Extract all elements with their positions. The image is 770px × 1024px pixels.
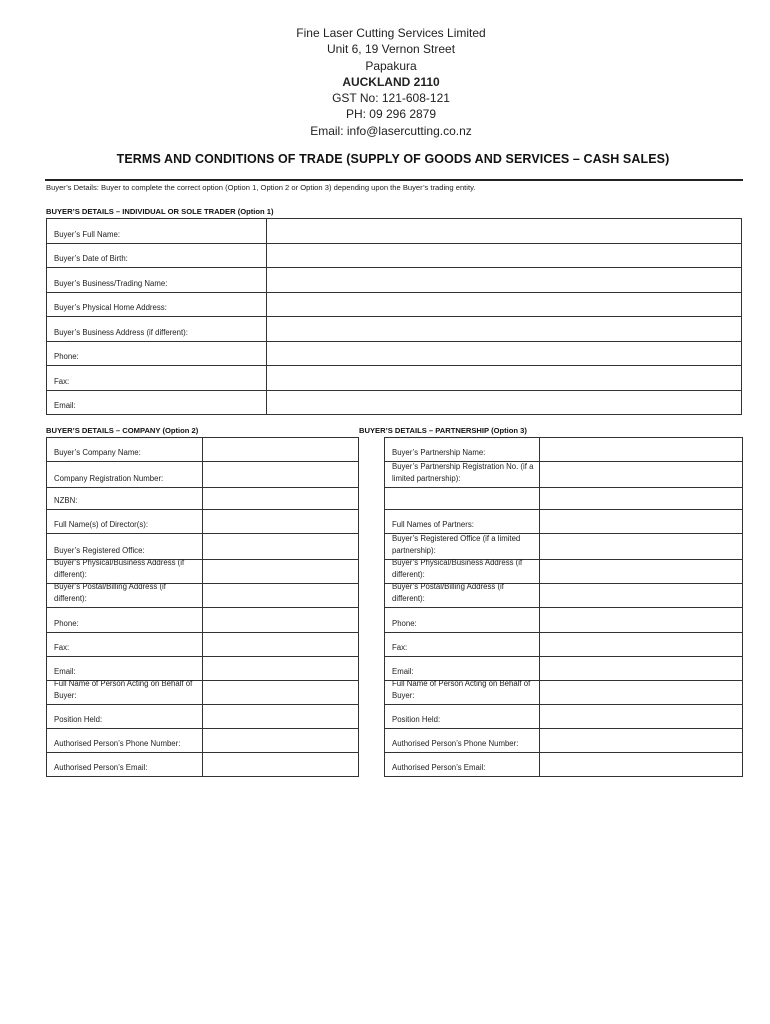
option2-label-cell bbox=[46, 752, 203, 777]
option2-input-cell[interactable] bbox=[202, 487, 359, 510]
field-label: Authorised Person’s Phone Number: bbox=[392, 739, 519, 748]
option2-label-cell bbox=[46, 632, 203, 657]
company-name: Fine Laser Cutting Services Limited bbox=[296, 26, 486, 40]
option1-label-cell bbox=[46, 243, 267, 268]
option3-input-cell[interactable] bbox=[539, 559, 743, 584]
option1-input-cell[interactable] bbox=[266, 365, 742, 391]
field-label: Buyer’s Postal/Billing Address (if different): bbox=[392, 582, 504, 603]
option3-input-cell[interactable] bbox=[539, 533, 743, 560]
option2-input-cell[interactable] bbox=[202, 461, 359, 488]
field-label: Phone: bbox=[392, 619, 417, 628]
option3-input-cell[interactable] bbox=[539, 509, 743, 534]
field-label: Buyer’s Physical Home Address: bbox=[54, 303, 167, 312]
field-label: Phone: bbox=[54, 352, 79, 361]
option3-label-cell bbox=[384, 533, 540, 560]
company-gst: GST No: 121-608-121 bbox=[332, 91, 450, 106]
option2-input-cell[interactable] bbox=[202, 632, 359, 657]
option2-input-cell[interactable] bbox=[202, 752, 359, 777]
intro-text: Buyer’s Details: Buyer to complete the correct option (Option 1, Option 2 or Option 3) depending upon the Buyer’s trading entity. bbox=[46, 183, 476, 192]
option3-input-cell[interactable] bbox=[539, 632, 743, 657]
option3-label-cell bbox=[384, 583, 540, 608]
option2-label-cell bbox=[46, 728, 203, 753]
option3-input-cell[interactable] bbox=[539, 437, 743, 462]
field-label: Fax: bbox=[54, 377, 70, 386]
option3-input-cell[interactable] bbox=[539, 461, 743, 488]
option2-input-cell[interactable] bbox=[202, 559, 359, 584]
title-divider bbox=[45, 179, 743, 181]
field-label: Authorised Person’s Phone Number: bbox=[54, 739, 181, 748]
option3-label-cell bbox=[384, 632, 540, 657]
option2-input-cell[interactable] bbox=[202, 437, 359, 462]
option3-label-cell bbox=[384, 728, 540, 753]
field-label: Fax: bbox=[54, 643, 70, 652]
company-header bbox=[0, 25, 770, 139]
option2-input-cell[interactable] bbox=[202, 656, 359, 681]
option3-label-cell bbox=[384, 437, 540, 462]
option3-label-cell bbox=[384, 607, 540, 633]
option1-heading: BUYER’S DETAILS – INDIVIDUAL OR SOLE TRADER (Option 1) bbox=[46, 207, 274, 216]
field-label: Buyer’s Company Name: bbox=[54, 448, 141, 457]
field-label: Position Held: bbox=[392, 715, 441, 724]
field-label: Buyer’s Registered Office (if a limited partnership): bbox=[392, 534, 521, 555]
field-label: Authorised Person’s Email: bbox=[392, 763, 486, 772]
field-label: Email: bbox=[392, 667, 414, 676]
option3-input-cell[interactable] bbox=[539, 680, 743, 705]
field-label: Buyer’s Business/Trading Name: bbox=[54, 279, 168, 288]
option1-input-cell[interactable] bbox=[266, 292, 742, 317]
option2-label-cell bbox=[46, 680, 203, 705]
option1-label-cell bbox=[46, 341, 267, 366]
option3-input-cell[interactable] bbox=[539, 752, 743, 777]
document-title: TERMS AND CONDITIONS OF TRADE (SUPPLY OF GOODS AND SERVICES – CASH SALES) bbox=[116, 152, 670, 166]
option1-label-cell bbox=[46, 292, 267, 317]
option3-input-cell[interactable] bbox=[539, 607, 743, 633]
option1-label-cell bbox=[46, 365, 267, 391]
option1-input-cell[interactable] bbox=[266, 390, 742, 415]
field-label: Full Name of Person Acting on Behalf of Buyer: bbox=[54, 679, 193, 700]
company-address: Unit 6, 19 Vernon Street bbox=[326, 42, 456, 57]
option2-input-cell[interactable] bbox=[202, 728, 359, 753]
option2-input-cell[interactable] bbox=[202, 533, 359, 560]
field-label: Buyer’s Business Address (if different): bbox=[54, 328, 188, 337]
field-label: Position Held: bbox=[54, 715, 103, 724]
option3-input-cell[interactable] bbox=[539, 583, 743, 608]
field-label: Full Name(s) of Director(s): bbox=[54, 520, 149, 529]
option2-label-cell bbox=[46, 607, 203, 633]
option2-label-cell bbox=[46, 487, 203, 510]
option3-label-cell bbox=[384, 509, 540, 534]
field-label: Buyer’s Postal/Billing Address (if different): bbox=[54, 582, 166, 603]
option3-label-cell bbox=[384, 752, 540, 777]
option2-input-cell[interactable] bbox=[202, 680, 359, 705]
company-city: AUCKLAND 2110 bbox=[342, 74, 440, 89]
field-label: Buyer’s Physical/Business Address (if different): bbox=[392, 558, 523, 579]
option1-label-cell bbox=[46, 316, 267, 342]
field-label: Full Names of Partners: bbox=[392, 520, 474, 529]
field-label: Buyer’s Partnership Name: bbox=[392, 448, 486, 457]
option3-label-cell bbox=[384, 704, 540, 729]
field-label: Phone: bbox=[54, 619, 79, 628]
field-label: Email: bbox=[54, 401, 76, 410]
field-label: Fax: bbox=[392, 643, 408, 652]
option3-label-cell bbox=[384, 487, 540, 510]
field-label: Buyer’s Physical/Business Address (if different): bbox=[54, 558, 185, 579]
option1-label-cell bbox=[46, 218, 267, 244]
option2-input-cell[interactable] bbox=[202, 704, 359, 729]
option1-label-cell bbox=[46, 390, 267, 415]
option2-input-cell[interactable] bbox=[202, 583, 359, 608]
option3-label-cell bbox=[384, 680, 540, 705]
option1-input-cell[interactable] bbox=[266, 267, 742, 293]
field-label: Email: bbox=[54, 667, 76, 676]
option3-input-cell[interactable] bbox=[539, 487, 743, 510]
option3-heading: BUYER’S DETAILS – PARTNERSHIP (Option 3) bbox=[359, 426, 527, 435]
company-email: Email: info@lasercutting.co.nz bbox=[310, 123, 472, 138]
option3-input-cell[interactable] bbox=[539, 656, 743, 681]
field-label: Buyer’s Full Name: bbox=[54, 230, 121, 239]
option2-heading: BUYER’S DETAILS – COMPANY (Option 2) bbox=[46, 426, 199, 435]
option2-label-cell bbox=[46, 704, 203, 729]
option2-label-cell bbox=[46, 509, 203, 534]
option1-input-cell[interactable] bbox=[266, 316, 742, 342]
field-label: Buyer’s Registered Office: bbox=[54, 546, 145, 555]
field-label: Buyer’s Date of Birth: bbox=[54, 254, 128, 263]
option2-label-cell bbox=[46, 583, 203, 608]
option1-label-cell bbox=[46, 267, 267, 293]
option2-input-cell[interactable] bbox=[202, 607, 359, 633]
option1-input-cell[interactable] bbox=[266, 341, 742, 366]
field-label: Authorised Person’s Email: bbox=[54, 763, 148, 772]
company-suburb: Papakura bbox=[365, 58, 417, 73]
option3-label-cell bbox=[384, 461, 540, 488]
option3-input-cell[interactable] bbox=[539, 728, 743, 753]
field-label: Buyer’s Partnership Registration No. (if a limited partnership): bbox=[392, 462, 534, 483]
option3-input-cell[interactable] bbox=[539, 704, 743, 729]
option1-input-cell[interactable] bbox=[266, 243, 742, 268]
field-label: Full Name of Person Acting on Behalf of Buyer: bbox=[392, 679, 531, 700]
option2-label-cell bbox=[46, 461, 203, 488]
option2-input-cell[interactable] bbox=[202, 509, 359, 534]
company-phone: PH: 09 296 2879 bbox=[345, 107, 437, 122]
option2-label-cell bbox=[46, 437, 203, 462]
field-label: Company Registration Number: bbox=[54, 474, 164, 483]
option1-input-cell[interactable] bbox=[266, 218, 742, 244]
field-label: NZBN: bbox=[54, 496, 78, 505]
option2-label-cell bbox=[46, 533, 203, 560]
